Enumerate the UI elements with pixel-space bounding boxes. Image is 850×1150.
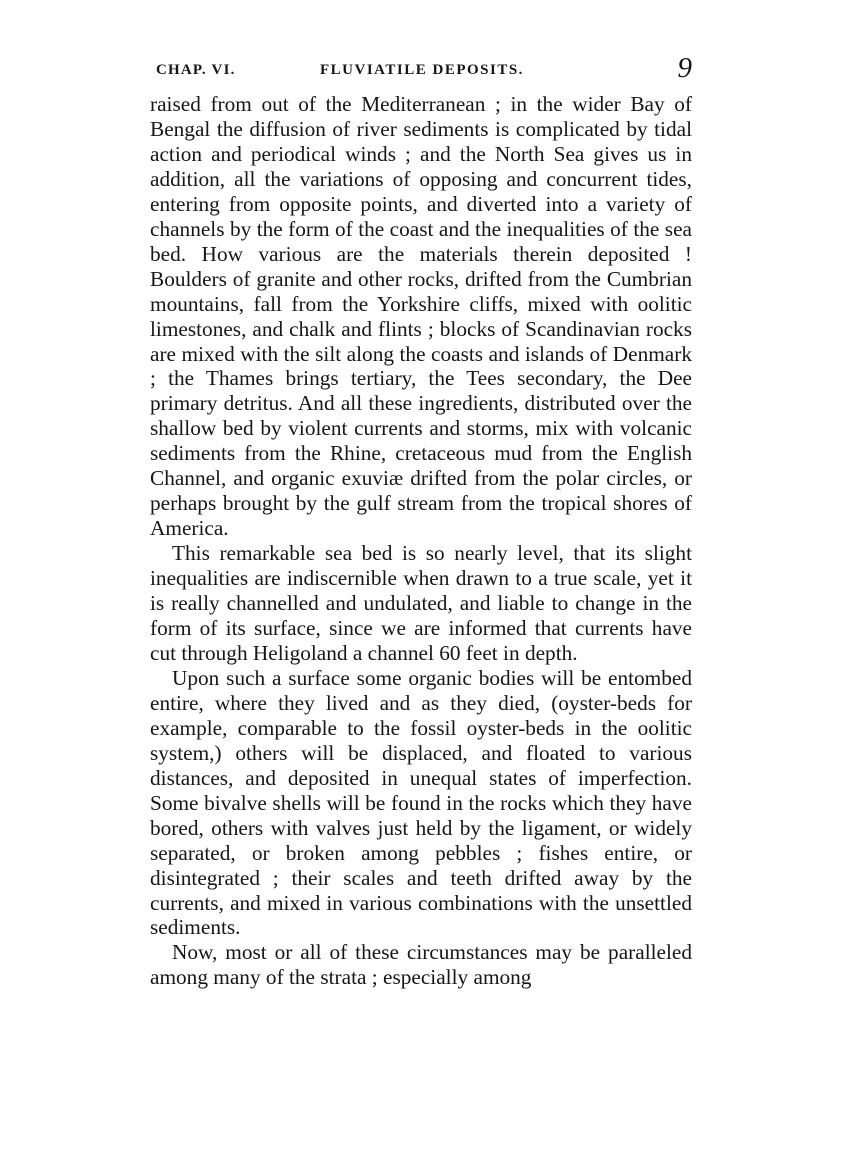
paragraph-3: Upon such a surface some organic bodies will be entombed entire, where they lived and as they died, (oyster-beds for example, comparable to the fossil oyster-beds in the oolitic system,) others will be displaced, and floated to various distances, and deposited in unequal states of imperfection. Some bivalve shells will be found in the rocks which they have bored, others with valves just held by the ligament, or widely separated, or broken among pebbles ; fishes entire, or disintegrated ; their scales and teeth drifted away by the currents, and mixed in various combinations with the unsettled sediments. bbox=[150, 665, 692, 940]
body-text bbox=[150, 92, 692, 990]
paragraph-4: Now, most or all of these circumstances may be paralleled among many of the strata ; especially among bbox=[150, 940, 692, 990]
book-page bbox=[150, 46, 692, 990]
chapter-label: CHAP. VI. bbox=[156, 62, 236, 78]
page-number: 9 bbox=[677, 52, 692, 84]
running-head bbox=[150, 46, 692, 92]
paragraph-1: raised from out of the Mediterranean ; in the wider Bay of Bengal the diffusion of river sediments is complicated by tidal action and periodical winds ; and the North Sea gives us in addition, all the variations of opposing and concurrent tides, entering from opposite points, and diverted into a variety of channels by the form of the coast and the inequalities of the sea bed. How various are the materials therein deposited ! Boulders of granite and other rocks, drifted from the Cumbrian mountains, fall from the Yorkshire cliffs, mixed with oolitic limestones, and chalk and flints ; blocks of Scandinavian rocks are mixed with the silt along the coasts and islands of Denmark ; the Thames brings tertiary, the Tees secondary, the Dee primary detritus. And all these ingredients, distributed over the shallow bed by violent currents and storms, mix with volcanic sediments from the Rhine, cretaceous mud from the English Channel, and organic exuviæ drifted from the polar circles, or perhaps brought by the gulf stream from the tropical shores of America. bbox=[150, 92, 692, 541]
paragraph-2: This remarkable sea bed is so nearly level, that its slight inequalities are indiscernible when drawn to a true scale, yet it is really channelled and undulated, and liable to change in the form of its surface, since we are informed that currents have cut through Heligoland a channel 60 feet in depth. bbox=[150, 541, 692, 665]
running-title: FLUVIATILE DEPOSITS. bbox=[320, 62, 524, 78]
